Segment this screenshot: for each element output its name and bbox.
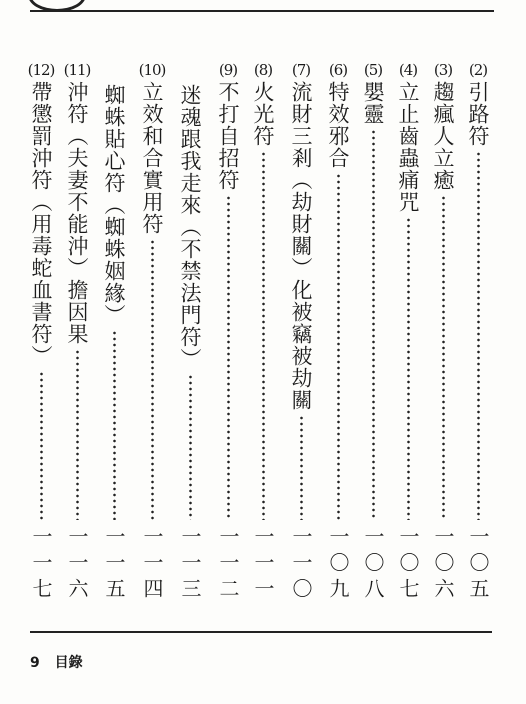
leader-dots — [113, 330, 116, 520]
entry-title: 帶懲罰沖符（用毒蛇血書符） — [29, 81, 53, 367]
leader-dots — [300, 415, 303, 520]
entry-page-number: 一一七 — [29, 526, 53, 604]
entry-title: 立止齒蟲痛咒 — [396, 81, 420, 213]
entry-title: 迷魂跟我走來（不禁法門符） — [178, 84, 202, 370]
leader-dots — [262, 151, 265, 520]
bottom-rule — [30, 631, 492, 633]
entry-number: (5) — [363, 61, 383, 79]
leader-dots — [477, 151, 480, 520]
toc-entry — [60, 61, 94, 604]
leader-dots — [337, 173, 340, 520]
entry-page-number: 一〇八 — [361, 526, 385, 604]
toc-entry — [173, 84, 207, 604]
toc-entry — [426, 61, 460, 604]
entry-title: 立效和合實用符 — [140, 81, 164, 235]
entry-number: (2) — [468, 61, 488, 79]
entry-number: (8) — [253, 61, 273, 79]
entry-page-number: 一一一 — [251, 526, 275, 604]
leader-dots — [442, 195, 445, 520]
entry-title: 嬰靈 — [361, 81, 385, 125]
leader-dots — [227, 195, 230, 520]
entry-number: (10) — [138, 61, 166, 79]
entry-title: 趨瘋人立癒 — [431, 81, 455, 191]
entry-page-number: 一一二 — [216, 526, 240, 604]
entry-title: 火光符 — [251, 81, 275, 147]
leader-dots — [40, 371, 43, 520]
entry-page-number: 一〇六 — [431, 526, 455, 604]
entry-number: (3) — [433, 61, 453, 79]
entry-title: 流財三剎（劫財關）化被竊被劫關 — [289, 81, 313, 411]
entry-page-number: 一〇七 — [396, 526, 420, 604]
entry-page-number: 一一五 — [102, 526, 126, 604]
toc-entry — [321, 61, 355, 604]
leader-dots — [151, 239, 154, 520]
toc-entry — [246, 61, 280, 604]
entry-number: (12) — [27, 61, 55, 79]
entry-number: (4) — [398, 61, 418, 79]
entry-title: 引路符 — [466, 81, 490, 147]
footer-page-number: 9 — [30, 655, 40, 671]
entry-number: (9) — [218, 61, 238, 79]
page-footer — [30, 652, 93, 672]
toc-entry — [461, 61, 495, 604]
entry-title: 沖符（夫妻不能沖）擔因果 — [65, 81, 89, 345]
leader-dots — [189, 374, 192, 520]
footer-section-title: 目錄 — [54, 655, 83, 671]
entry-number: (11) — [63, 61, 91, 79]
leader-dots — [407, 217, 410, 520]
entry-page-number: 一一〇 — [289, 526, 313, 604]
leader-dots — [76, 349, 79, 520]
toc-entry — [391, 61, 425, 604]
leader-dots — [372, 129, 375, 520]
entry-title: 不打自招符 — [216, 81, 240, 191]
entry-page-number: 一〇九 — [326, 526, 350, 604]
toc-entry — [284, 61, 318, 604]
entry-page-number: 一一四 — [140, 526, 164, 604]
entry-number: (6) — [328, 61, 348, 79]
toc-entry — [97, 84, 131, 604]
entry-title: 蜘蛛貼心符（蜘蛛姻緣） — [102, 84, 126, 326]
entry-page-number: 一一三 — [178, 526, 202, 604]
toc-entry — [356, 61, 390, 604]
entry-number: (7) — [291, 61, 311, 79]
toc-entry — [135, 61, 169, 604]
toc-entry — [211, 61, 245, 604]
entry-page-number: 一〇五 — [466, 526, 490, 604]
entry-title: 特效邪合 — [326, 81, 350, 169]
entry-page-number: 一一六 — [65, 526, 89, 604]
toc-entry — [24, 61, 58, 604]
